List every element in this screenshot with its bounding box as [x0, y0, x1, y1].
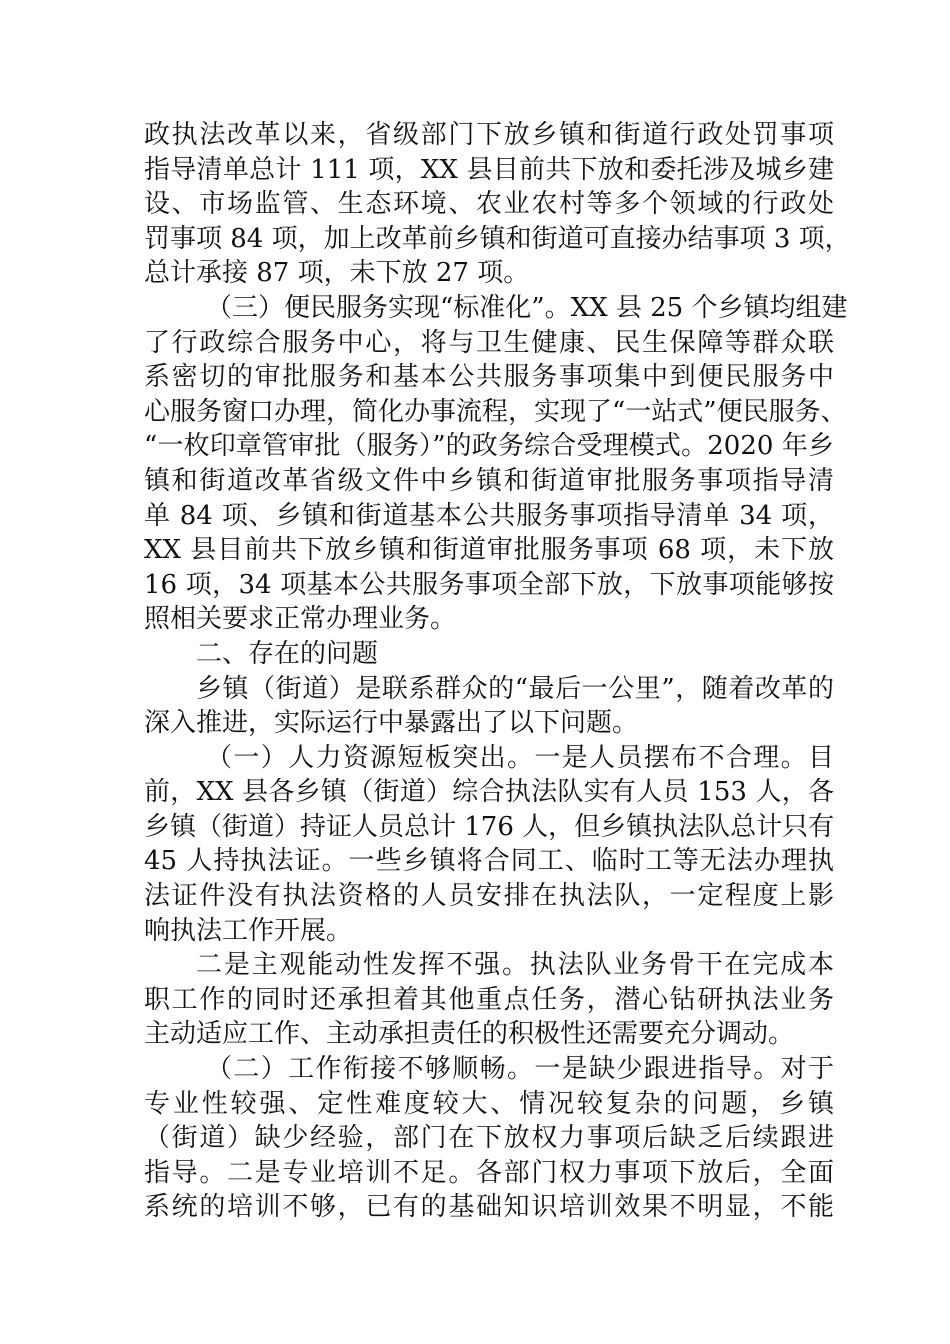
text-line: 职工作的同时还承担着其他重点任务，潜心钻研执法业务: [144, 984, 834, 1015]
text-line: 乡镇（街道）持证人员总计 176 人，但乡镇执法队总计只有: [144, 811, 835, 842]
paragraph-convenience-services: [144, 291, 848, 637]
text-line: 总计承接 87 项，未下放 27 项。: [144, 258, 530, 289]
text-line: 16 项，34 项基本公共服务事项全部下放，下放事项能够按: [144, 569, 834, 600]
text-line: 45 人持执法证。一些乡镇将合同工、临时工等无法办理执: [144, 846, 834, 877]
text-line: 单 84 项、乡镇和街道基本公共服务事项指导清单 34 项，: [144, 500, 834, 531]
text-line: 系密切的审批服务和基本公共服务事项集中到便民服务中: [144, 362, 834, 393]
text-line: 政执法改革以来，省级部门下放乡镇和街道行政处罚事项: [144, 120, 834, 150]
text-line: （三）便民服务实现“标准化”。XX 县 25 个乡镇均组建: [206, 292, 848, 323]
text-line: 深入推进，实际运行中暴露出了以下问题。: [144, 708, 639, 739]
paragraph-continuation: [144, 118, 851, 291]
document-body: [144, 118, 851, 1225]
text-line: 响执法工作开展。: [144, 915, 353, 946]
text-line: XX 县目前共下放乡镇和街道审批服务事项 68 项，未下放: [144, 535, 834, 566]
text-line: 镇和街道改革省级文件中乡镇和街道审批服务事项指导清: [144, 465, 834, 496]
text-line: 乡镇（街道）是联系群众的“最后一公里”，随着改革的: [196, 673, 834, 704]
text-line: 心服务窗口办理，简化办事流程，实现了“一站式”便民服务、: [144, 396, 847, 427]
text-line: 系统的培训不够，已有的基础知识培训效果不明显，不能: [144, 1192, 834, 1223]
text-line: 设、市场监管、生态环境、农业农村等多个领域的行政处: [144, 189, 834, 220]
text-line: 指导清单总计 111 项，XX 县目前共下放和委托涉及城乡建: [144, 154, 834, 185]
text-line: （二）工作衔接不够顺畅。一是缺少跟进指导。对于: [206, 1054, 834, 1085]
paragraph-initiative: [144, 948, 834, 1052]
text-line: 法证件没有执法资格的人员安排在执法队，一定程度上影: [144, 881, 834, 912]
text-line: 照相关要求正常办理业务。: [144, 604, 457, 635]
text-line: （一）人力资源短板突出。一是人员摆布不合理。目: [206, 742, 834, 773]
paragraph-work-coordination: [144, 1052, 834, 1225]
paragraph-intro-problems: [144, 672, 834, 741]
text-line: 主动适应工作、主动承担责任的积极性还需要充分调动。: [144, 1019, 795, 1050]
text-line: （街道）缺少经验，部门在下放权力事项后缺乏后续跟进: [144, 1123, 834, 1154]
text-line: 罚事项 84 项，加上改革前乡镇和街道可直接办结事项 3 项，: [144, 223, 851, 254]
text-line: 专业性较强、定性难度较大、情况较复杂的问题，乡镇: [144, 1088, 834, 1119]
paragraph-human-resources: [144, 741, 834, 949]
text-line: 二是主观能动性发挥不强。执法队业务骨干在完成本: [196, 950, 834, 981]
text-line: 前，XX 县各乡镇（街道）综合执法队实有人员 153 人，各: [144, 777, 834, 808]
text-line: 了行政综合服务中心，将与卫生健康、民生保障等群众联: [144, 327, 834, 358]
section-heading: [144, 637, 834, 672]
text-line: 指导。二是专业培训不足。各部门权力事项下放后，全面: [144, 1157, 834, 1188]
heading-text: 二、存在的问题: [196, 638, 379, 669]
text-line: “一枚印章管审批（服务）”的政务综合受理模式。2020 年乡: [144, 431, 834, 462]
